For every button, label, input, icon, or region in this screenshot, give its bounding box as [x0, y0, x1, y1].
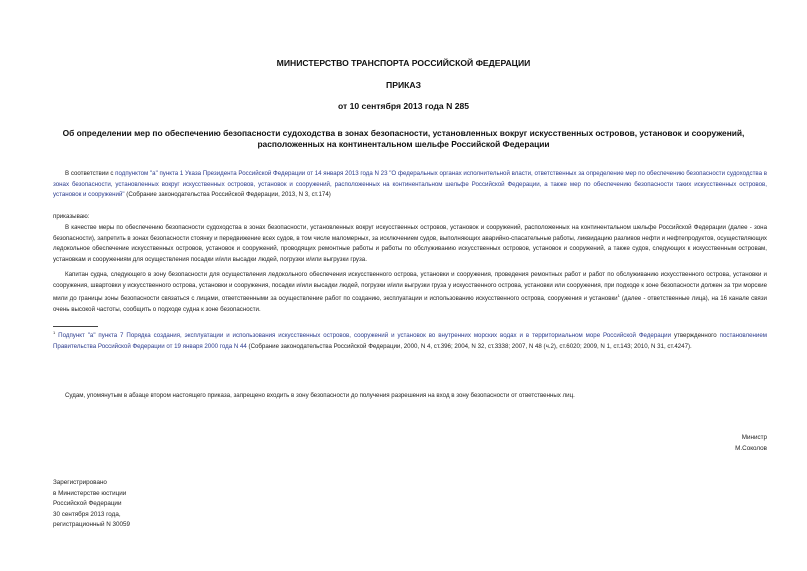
document-title: Об определении мер по обеспечению безопасности судоходства в зонах безопасности, установленных вокруг искусственных островов, установок и сооружений, расположенных на континентальном шельфе Российской Федерации [62, 128, 745, 149]
registration-line-1: Зарегистрировано [53, 479, 107, 486]
paragraph-2-note: (далее - ответственные лица), на 16 канале связи очень высокой частоты, сообщить о подходе судна к зоне безопасности. [53, 295, 767, 313]
footnote [53, 328, 767, 352]
ministry-heading: МИНИСТЕРСТВО ТРАНСПОРТА РОССИЙСКОЙ ФЕДЕРАЦИИ [276, 58, 531, 68]
preamble-paragraph [53, 169, 767, 201]
footnote-mid: утвержденного [671, 332, 720, 340]
orders-label: приказываю: [53, 213, 90, 220]
footnote-ref[interactable]: 1 [617, 293, 620, 299]
footnote-tail: (Собрание законодательства Российской Федерации, 2000, N 4, ст.396; 2004, N 32, ст.3338; 2007, N 48 (ч.2), ст.6020; 2009, N 1, ст.143; 2010, N 31, ст.4247). [246, 342, 692, 350]
paragraph-3 [53, 391, 767, 402]
date-number-heading: от 10 сентября 2013 года N 285 [337, 101, 470, 111]
paragraph-1 [53, 223, 767, 265]
footnote-link-resolution[interactable]: постановлением Правительства Российской Федерации от 19 января 2000 года N 44 [53, 332, 767, 350]
paragraph-2 [53, 270, 767, 315]
registration-block [53, 478, 130, 531]
footnote-divider [53, 326, 98, 327]
registration-line-5: регистрационный N 30059 [53, 521, 131, 529]
footnote-link-procedure[interactable]: Подпункт "а" пункта 7 Порядка создания, эксплуатации и использования искусственных островов, сооружений и установок во внутренних морских водах и в территориальном море Российской Федерации [58, 332, 672, 340]
preamble-lead: В соответствии с [65, 170, 116, 177]
signature-name: М.Соколов [735, 444, 767, 452]
paragraph-3-text: Судам, упомянутым в абзаце втором настоящего приказа, запрещено входить в зону безопасности до получения разрешения на вход в зону безопасности от ответственных лиц. [65, 392, 575, 399]
paragraph-1-text: В качестве меры по обеспечению безопасности судоходства в зонах безопасности, установленных вокруг искусственных островов, установок и сооружений, расположенных на континентальном шельфе Российской Федерации (далее - зона безопасности), запретить в зонах безопасности стоянку и передвижение всех судов, в том числе маломерных, за исключением судов, выполняющих аварийно-спасательные работы, ликвидацию разливов нефти и нефтепродуктов, осуществляющих ледокольное обеспечение искусственных островов, установок и сооружений, проводящих ремонтные работы и работы по обслуживанию искусственных островов, установок и сооружений, а также судов, следующих к искусственным островам, установкам и сооружениям для осуществления посадки и/или высадки людей, погрузки и/или выгрузки груза. [53, 224, 767, 263]
signature-block [735, 433, 767, 454]
decree-link[interactable]: подпунктом "а" пункта 1 Указа Президента Российской Федерации от 14 января 2013 года N 23 "О федеральных органах исполнительной власти, ответственных за определение мер по обеспечению безопасности судоходства в зонах безопасности, установленных вокруг искусственных островов, установок и сооружений, расположенных на континентальном шельфе Российской Федерации, а также мер по обеспечению безопасности таких искусственных островов, установок и сооружений" [53, 170, 767, 199]
footnote-marker: 1 [53, 330, 56, 335]
preamble-tail: (Собрание законодательства Российской Федерации, 2013, N 3, ст.174) [124, 191, 331, 199]
registration-line-3: Российской Федерации [53, 500, 122, 508]
paragraph-2-text: Капитан судна, следующего в зону безопасности для осуществления ледокольного обеспечения искусственного острова, установки и сооружения, проведения ремонтных работ и работ по обслуживанию искусственного острова, установки и сооружения, швартовки у искусственного острова, установки и сооружения, посадки и/или высадки людей, погрузки и/или выгрузки груза у искусственного острова, установки или сооружения, при подходе к зоне безопасности должен за три морские мили до границы зоны безопасности связаться с лицами, ответственными за осуществление работ по созданию, эксплуатации и использованию искусственного острова, сооружения и установки [53, 271, 767, 303]
registration-line-2: в Министерстве юстиции [53, 489, 127, 497]
signature-position: Министр [741, 434, 767, 441]
doc-type-heading: ПРИКАЗ [386, 80, 421, 90]
registration-line-4: 30 сентября 2013 года, [53, 510, 121, 518]
